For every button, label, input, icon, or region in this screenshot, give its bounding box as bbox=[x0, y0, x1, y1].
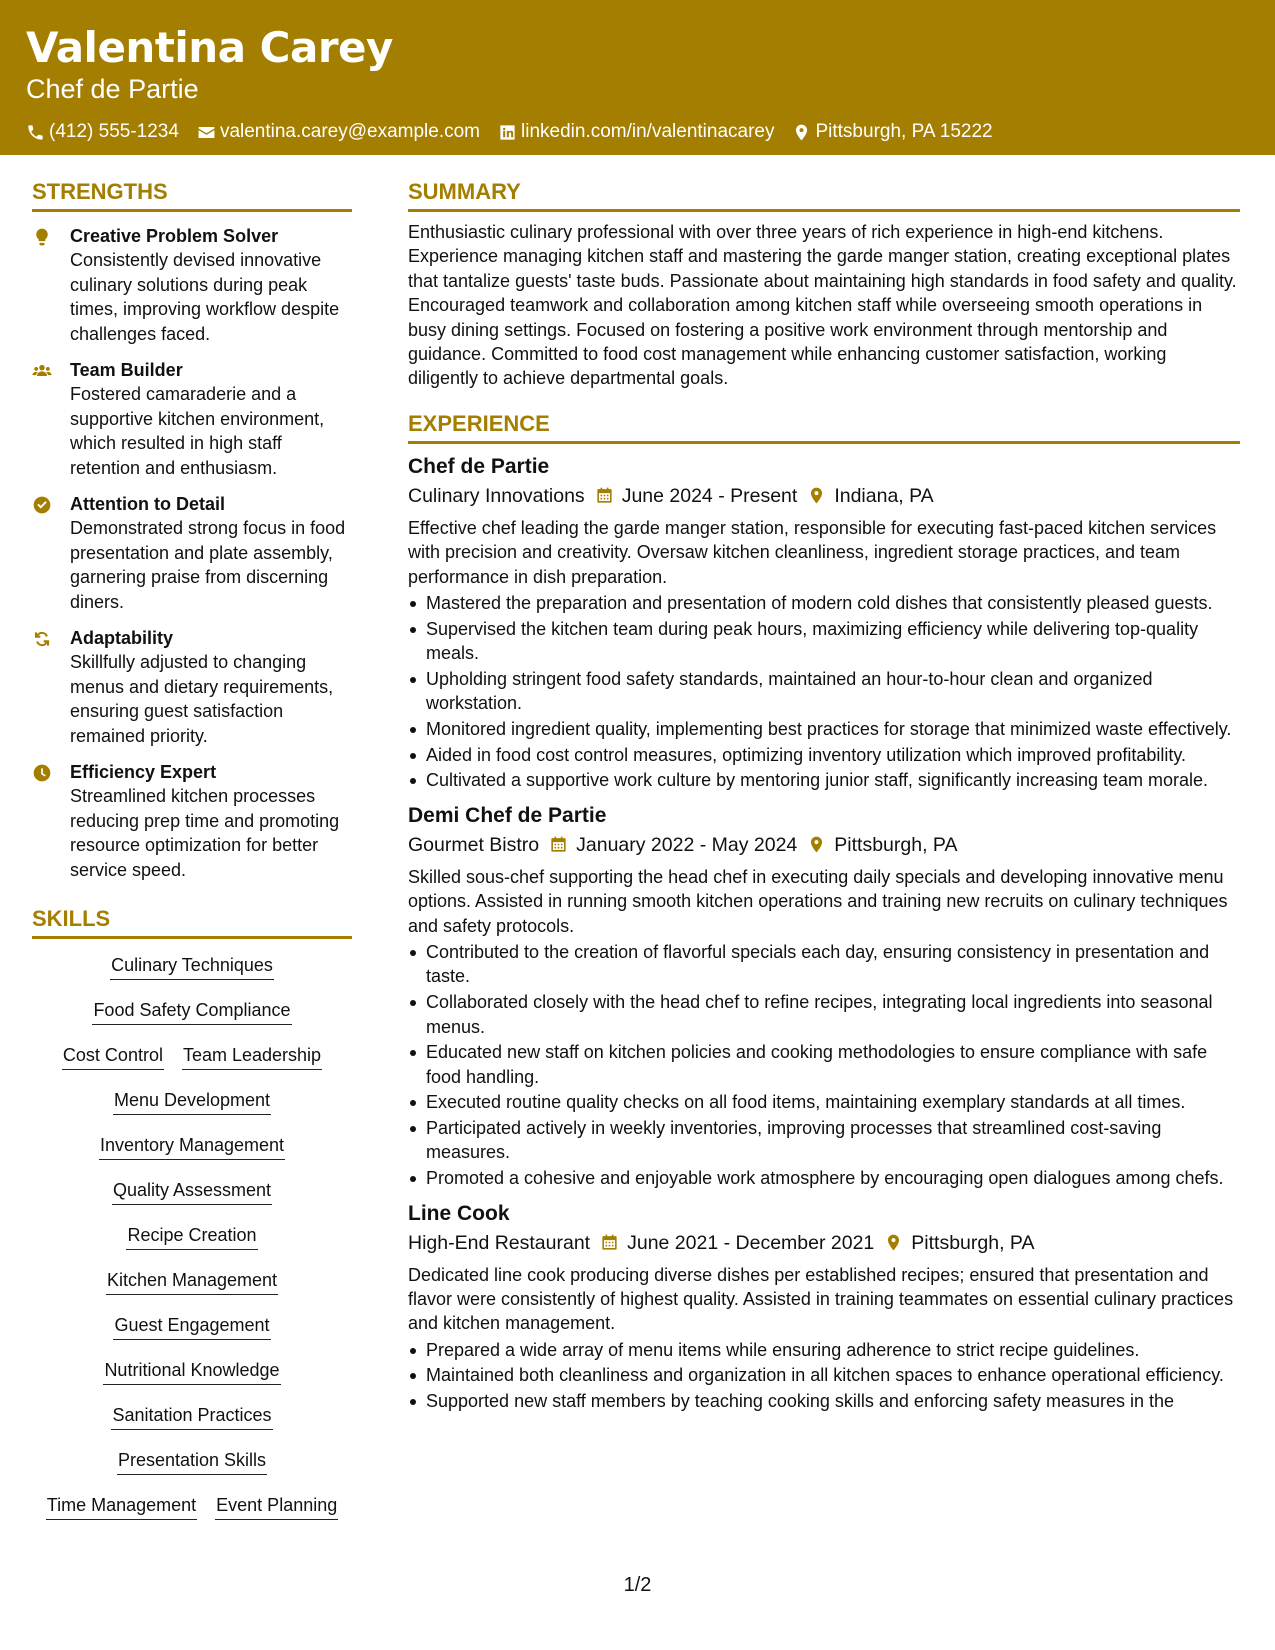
job-location: Indiana, PA bbox=[834, 484, 934, 507]
skill-tag: Recipe Creation bbox=[126, 1223, 257, 1250]
bullet-item: Maintained both cleanliness and organization in all kitchen spaces to enhance operational efficiency. bbox=[408, 1363, 1240, 1387]
skill-tag: Quality Assessment bbox=[112, 1178, 272, 1205]
map-pin-icon bbox=[807, 835, 826, 854]
linkedin-text: linkedin.com/in/valentinacarey bbox=[521, 121, 775, 142]
bullet-item: Prepared a wide array of menu items while ensuring adherence to strict recipe guidelines. bbox=[408, 1338, 1240, 1362]
resume-header bbox=[0, 0, 1275, 155]
bullet-item: Participated actively in weekly inventories, improving processes that streamlined cost-saving measures. bbox=[408, 1116, 1240, 1165]
check-circle-icon bbox=[32, 495, 52, 515]
job-description: Skilled sous-chef supporting the head chef in executing daily specials and developing innovative menu options. Assisted in running smooth kitchen operations and training new recruits on culinary techniques and safety protocols. bbox=[408, 866, 1228, 936]
strength-item bbox=[32, 492, 352, 614]
location-text: Pittsburgh, PA 15222 bbox=[815, 121, 993, 142]
strength-desc: Fostered camaraderie and a supportive kitchen environment, which resulted in high staff retention and enthusiasm. bbox=[70, 384, 325, 478]
skill-tag: Kitchen Management bbox=[106, 1268, 278, 1295]
skill-tag: Presentation Skills bbox=[117, 1448, 267, 1475]
job-dates: January 2022 - May 2024 bbox=[576, 833, 798, 856]
skill-tag: Cost Control bbox=[62, 1043, 164, 1070]
strength-desc: Consistently devised innovative culinary solutions during peak times, improving workflow despite challenges faced. bbox=[70, 250, 340, 344]
bullet-item: Collaborated closely with the head chef to refine recipes, integrating local ingredients into seasonal menus. bbox=[408, 990, 1240, 1039]
experience-heading: EXPERIENCE bbox=[408, 409, 1240, 444]
job-dates: June 2024 - Present bbox=[621, 484, 798, 507]
job-title: Chef de Partie bbox=[408, 454, 550, 478]
job-location: Pittsburgh, PA bbox=[834, 833, 958, 856]
job-bullets bbox=[408, 591, 1240, 793]
bullet-item: Supervised the kitchen team during peak hours, maximizing efficiency while delivering top-quality meals. bbox=[408, 617, 1240, 666]
right-column bbox=[408, 177, 1240, 1415]
job-meta bbox=[408, 831, 1240, 859]
contact-email[interactable] bbox=[197, 120, 480, 144]
users-icon bbox=[32, 361, 52, 381]
sync-icon bbox=[32, 629, 52, 649]
bullet-item: Aided in food cost control measures, optimizing inventory utilization which improved profitability. bbox=[408, 743, 1240, 767]
map-pin-icon bbox=[807, 486, 826, 505]
strength-title: Adaptability bbox=[70, 628, 174, 648]
calendar-icon bbox=[549, 835, 568, 854]
strength-desc: Skillfully adjusted to changing menus and dietary requirements, ensuring guest satisfaction remained priority. bbox=[70, 652, 334, 746]
job-meta bbox=[408, 482, 1240, 510]
job-bullets bbox=[408, 1338, 1240, 1414]
job-title: Demi Chef de Partie bbox=[408, 803, 607, 827]
contact-linkedin[interactable] bbox=[498, 120, 774, 144]
strength-desc: Demonstrated strong focus in food presentation and plate assembly, garnering praise from discerning diners. bbox=[70, 518, 346, 612]
phone-icon bbox=[26, 123, 45, 142]
job-description: Effective chef leading the garde manger station, responsible for executing fast-paced kitchen services with precision and creativity. Oversaw kitchen cleanliness, ingredient storage practices, and team performance in dish preparation. bbox=[408, 517, 1217, 587]
calendar-icon bbox=[600, 1233, 619, 1252]
skill-tag: Food Safety Compliance bbox=[92, 998, 291, 1025]
skills-heading: SKILLS bbox=[32, 904, 352, 939]
strength-title: Creative Problem Solver bbox=[70, 226, 279, 246]
strength-desc: Streamlined kitchen processes reducing prep time and promoting resource optimization for better service speed. bbox=[70, 786, 340, 880]
job-description: Dedicated line cook producing diverse dishes per established recipes; ensured that presentation and flavor were consistently of highest quality. Assisted in training teammates on essential culinary practices and kitchen management. bbox=[408, 1264, 1234, 1334]
job-entry bbox=[408, 801, 1240, 1191]
contact-location bbox=[792, 120, 992, 144]
job-company: Culinary Innovations bbox=[408, 484, 585, 507]
job-title: Line Cook bbox=[408, 1201, 510, 1225]
bullet-item: Executed routine quality checks on all food items, maintaining exemplary standards at all times. bbox=[408, 1090, 1240, 1114]
contact-phone[interactable] bbox=[26, 120, 179, 144]
skill-tag: Culinary Techniques bbox=[110, 953, 274, 980]
strength-title: Team Builder bbox=[70, 360, 183, 380]
job-entry bbox=[408, 452, 1240, 793]
job-entry bbox=[408, 1199, 1240, 1414]
map-pin-icon bbox=[792, 123, 811, 142]
summary-text: Enthusiastic culinary professional with over three years of rich experience in high-end kitchens. Experience managing kitchen staff and mastering the garde manger station, creating exceptional plates that tantalize guests' taste buds. Passionate about maintaining high standards in food safety and quality. Encouraged teamwork and collaboration among kitchen staff while overseeing smooth operations in busy dining settings. Focused on fostering a positive work environment through mentorship and guidance. Committed to food cost management while enhancing customer satisfaction, working diligently to achieve departmental goals. bbox=[408, 222, 1237, 389]
calendar-icon bbox=[595, 486, 614, 505]
left-column bbox=[32, 177, 352, 1538]
bullet-item: Upholding stringent food safety standards, maintained an hour-to-hour clean and organized workstation. bbox=[408, 667, 1240, 716]
bullet-item: Promoted a cohesive and enjoyable work atmosphere by encouraging open dialogues among chefs. bbox=[408, 1166, 1240, 1190]
strength-title: Attention to Detail bbox=[70, 494, 225, 514]
clock-icon bbox=[32, 763, 52, 783]
bullet-item: Mastered the preparation and presentation of modern cold dishes that consistently pleased guests. bbox=[408, 591, 1240, 615]
job-location: Pittsburgh, PA bbox=[911, 1231, 1035, 1254]
bullet-item: Supported new staff members by teaching cooking skills and enforcing safety measures in the bbox=[408, 1389, 1240, 1413]
contact-bar bbox=[26, 120, 1275, 144]
skills-list bbox=[32, 953, 352, 1538]
map-pin-icon bbox=[884, 1233, 903, 1252]
bullet-item: Monitored ingredient quality, implementing best practices for storage that minimized waste effectively. bbox=[408, 717, 1240, 741]
skill-tag: Sanitation Practices bbox=[111, 1403, 272, 1430]
job-meta bbox=[408, 1229, 1240, 1257]
strength-item bbox=[32, 224, 352, 346]
skill-tag: Menu Development bbox=[113, 1088, 271, 1115]
strength-item bbox=[32, 358, 352, 480]
lightbulb-icon bbox=[32, 227, 52, 247]
candidate-role: Chef de Partie bbox=[26, 74, 199, 104]
skill-tag: Team Leadership bbox=[182, 1043, 322, 1070]
skill-tag: Nutritional Knowledge bbox=[103, 1358, 280, 1385]
strengths-heading: STRENGTHS bbox=[32, 177, 352, 212]
candidate-name: Valentina Carey bbox=[26, 23, 393, 72]
linkedin-icon bbox=[498, 123, 517, 142]
page-number: 1/2 bbox=[623, 1574, 652, 1596]
skill-tag: Event Planning bbox=[215, 1493, 338, 1520]
strength-item bbox=[32, 760, 352, 882]
job-company: Gourmet Bistro bbox=[408, 833, 540, 856]
envelope-icon bbox=[197, 123, 216, 142]
summary-heading: SUMMARY bbox=[408, 177, 1240, 212]
strength-title: Efficiency Expert bbox=[70, 762, 217, 782]
bullet-item: Contributed to the creation of flavorful specials each day, ensuring consistency in presentation and taste. bbox=[408, 940, 1240, 989]
skill-tag: Guest Engagement bbox=[113, 1313, 270, 1340]
phone-text: (412) 555-1234 bbox=[49, 121, 179, 142]
job-bullets bbox=[408, 940, 1240, 1191]
email-text: valentina.carey@example.com bbox=[219, 121, 481, 142]
job-company: High-End Restaurant bbox=[408, 1231, 591, 1254]
job-dates: June 2021 - December 2021 bbox=[627, 1231, 875, 1254]
bullet-item: Educated new staff on kitchen policies and cooking methodologies to ensure compliance with safe food handling. bbox=[408, 1040, 1240, 1089]
strength-item bbox=[32, 626, 352, 748]
bullet-item: Cultivated a supportive work culture by mentoring junior staff, significantly increasing team morale. bbox=[408, 768, 1240, 792]
skill-tag: Inventory Management bbox=[99, 1133, 285, 1160]
skill-tag: Time Management bbox=[46, 1493, 197, 1520]
